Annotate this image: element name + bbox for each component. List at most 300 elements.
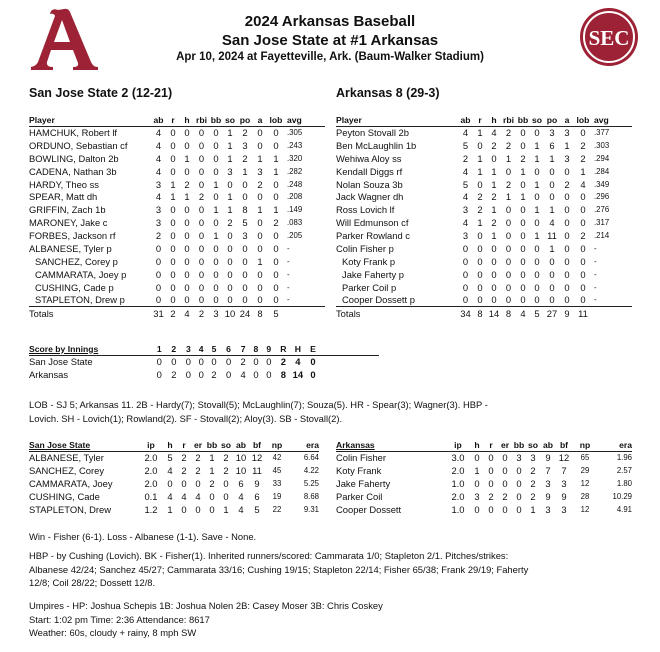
innings-row [29,355,379,368]
batter-ab: 3 [155,178,162,190]
batter-avg: .276 [594,205,610,215]
pitcher-era: 9.31 [303,504,319,514]
batter-avg: .149 [287,205,303,215]
batter-name: ORDUNO, Sebastian cf [29,139,128,151]
batter-rbi: 0 [198,294,205,306]
innings-team: San Jose State [29,356,93,368]
pitching-column-header: np [271,439,283,450]
batter-rbi: 0 [198,165,205,177]
totals-h: 4 [184,307,190,319]
pitcher-bb: 0 [516,477,522,489]
totals-lob: 5 [273,307,279,319]
batter-row [29,190,325,203]
batter-ab: 0 [462,281,469,293]
batter-avg: .214 [594,231,610,241]
batter-name: GRIFFIN, Zach 1b [29,204,106,216]
batter-ab: 0 [155,268,162,280]
batter-ab: 0 [155,281,162,293]
batter-po: 5 [242,217,248,229]
pitcher-so: 0 [223,490,229,502]
batting-column-header: Player [336,114,362,125]
batter-h: 0 [184,268,190,280]
pitching-column-header: ab [235,439,247,450]
batter-po: 4 [549,217,555,229]
batter-bb: 0 [213,165,219,177]
batter-ab: 4 [462,217,469,229]
pitcher-bf: 9 [561,490,567,502]
batter-h: 1 [491,165,497,177]
batter-r: 1 [170,191,176,203]
batter-po: 0 [242,268,248,280]
batter-po: 0 [549,294,555,306]
batter-ab: 3 [155,217,162,229]
batter-avg: .349 [594,179,610,189]
away-batting-table [29,114,325,319]
batter-row [336,190,632,203]
batter-po: 0 [549,178,555,190]
pitcher-r: 2 [488,490,494,502]
batter-bb: 1 [213,230,219,242]
pitching-team-header: Arkansas [336,439,375,450]
pitcher-r: 0 [488,477,494,489]
batter-name: Parker Rowland c [336,230,410,242]
batter-row [336,203,632,216]
batter-r: 0 [477,255,483,267]
pitching-column-header: bf [252,439,262,450]
pitcher-name: Cooper Dossett [336,503,402,515]
batter-row [336,126,632,139]
batter-avg: - [594,295,597,305]
batting-column-header: ab [460,114,471,125]
batting-column-header: Player [29,114,55,125]
weather-line: Weather: 60s, cloudy + rainy, 8 mph SW [29,627,197,638]
batter-so: 1 [534,230,540,242]
batter-so: 2 [227,217,233,229]
batter-name: HAMCHUK, Robert lf [29,127,118,139]
inning-score: 0 [156,356,162,368]
inning-score: 2 [211,368,217,380]
batter-rbi: 1 [505,191,512,203]
batter-row [29,255,325,268]
batter-r: 0 [170,204,176,216]
batter-bb: 0 [213,127,219,139]
away-pitching-table [29,439,319,515]
pitcher-bf: 7 [561,464,567,476]
batter-rbi: 0 [505,230,512,242]
batter-lob: 4 [580,178,586,190]
batter-row [29,139,325,152]
inning-score: 0 [253,368,259,380]
batter-row [29,203,325,216]
pitching-notes [29,549,528,590]
pitcher-so: 2 [223,452,229,464]
inning-score: 0 [266,356,272,368]
pitching-column-header: ip [147,439,155,450]
batter-rbi: 0 [198,217,205,229]
inning-column-header: 1 [156,343,162,354]
umpires-line: Umpires - HP: Joshua Schepis 1B: Joshua Nolen 2B: Casey Moser 3B: Chris Coskey [29,600,383,611]
pitching-column-header: np [579,439,591,450]
batter-bb: 0 [520,294,526,306]
pitcher-era: 8.68 [303,491,319,501]
batter-a: 3 [564,152,570,164]
pitcher-row [29,464,319,477]
batter-r: 0 [170,268,176,280]
pitcher-er: 2 [502,490,508,502]
pitcher-ip: 2.0 [144,477,158,489]
pitcher-np: 12 [580,504,590,514]
batter-so: 1 [227,139,233,151]
pitcher-er: 2 [195,452,201,464]
pitching-column-header: r [489,439,493,450]
pitcher-ip: 2.0 [144,464,158,476]
pitcher-h: 0 [167,477,173,489]
batter-bb: 0 [213,242,219,254]
batter-r: 0 [170,242,176,254]
pitcher-ab: 9 [545,490,551,502]
inning-column-header: 3 [185,343,191,354]
batter-h: 0 [184,204,190,216]
batter-name: Parker Coil p [342,281,397,293]
batter-h: 0 [184,255,190,267]
innings-errors: 0 [310,356,316,368]
batter-bb: 2 [520,152,526,164]
pitcher-h: 1 [474,464,480,476]
batter-h: 0 [491,242,497,254]
batter-rbi: 0 [198,204,205,216]
batter-r: 0 [170,294,176,306]
batter-ab: 3 [462,230,469,242]
pitcher-bf: 3 [561,503,567,515]
batter-ab: 4 [155,165,162,177]
batter-avg: - [594,256,597,266]
pitcher-h: 4 [167,490,173,502]
batter-so: 3 [227,165,233,177]
pitcher-np: 45 [272,465,282,475]
batter-name: Koty Frank p [342,255,396,267]
pitcher-ab: 3 [545,503,551,515]
batter-a: 0 [257,242,263,254]
batter-rbi: 0 [505,268,512,280]
batter-r: 0 [170,127,176,139]
batter-r: 1 [477,127,483,139]
pitcher-ip: 1.2 [144,503,158,515]
batter-lob: 0 [580,127,586,139]
batter-so: 0 [227,255,233,267]
batter-a: 0 [257,191,263,203]
batter-h: 1 [184,152,190,164]
batter-a: 2 [564,178,570,190]
batter-a: 0 [257,281,263,293]
pitcher-er: 0 [502,452,508,464]
batter-bb: 0 [213,217,219,229]
batting-column-header: lob [269,114,283,125]
batter-rbi: 0 [198,242,205,254]
pitcher-era: 4.91 [616,504,632,514]
batter-h: 0 [184,230,190,242]
totals-a: 8 [257,307,263,319]
batter-h: 0 [184,127,190,139]
batter-rbi: 0 [198,127,205,139]
batter-so: 0 [534,255,540,267]
batting-column-header: bb [210,114,222,125]
batter-name: Nolan Souza 3b [336,178,403,190]
batter-avg: - [594,243,597,253]
batter-row [336,139,632,152]
batter-a: 0 [564,255,570,267]
batter-avg: - [287,295,290,305]
pitcher-name: STAPLETON, Drew [29,503,111,515]
batter-a: 0 [564,268,570,280]
batter-name: ALBANESE, Tyler p [29,242,112,254]
pitcher-row [29,451,319,464]
batter-rbi: 0 [198,152,205,164]
batter-a: 3 [257,165,263,177]
batter-bb: 0 [213,255,219,267]
batter-h: 2 [491,139,497,151]
innings-runs: 8 [280,368,286,380]
batter-row [29,229,325,242]
batter-rbi: 0 [505,204,512,216]
batting-column-header: ab [153,114,164,125]
innings-row [29,368,379,381]
batter-a: 0 [564,230,570,242]
pitching-column-header: h [167,439,173,450]
batting-column-header: avg [287,114,302,125]
batting-column-header: a [257,114,263,125]
pitcher-r: 0 [488,464,494,476]
batter-ab: 4 [155,127,162,139]
pitcher-ab: 4 [238,490,244,502]
batter-po: 1 [242,165,248,177]
batter-so: 1 [534,178,540,190]
pitching-column-header: bb [206,439,218,450]
pitcher-bb: 0 [516,490,522,502]
batter-so: 0 [227,268,233,280]
batter-rbi: 0 [198,255,205,267]
batter-lob: 0 [273,255,279,267]
batter-a: 0 [257,268,263,280]
batter-rbi: 0 [505,294,512,306]
pitching-column-header: so [220,439,232,450]
pitcher-bb: 0 [209,490,215,502]
batter-row [336,229,632,242]
pitcher-bb: 0 [516,503,522,515]
pitcher-name: Colin Fisher [336,452,387,464]
totals-avg [592,306,632,319]
pitcher-bf: 3 [561,477,567,489]
pitcher-ab: 10 [235,452,247,464]
pitcher-np: 33 [272,478,282,488]
batter-a: 0 [564,191,570,203]
pitcher-name: CUSHING, Cade [29,490,100,502]
pitcher-r: 0 [488,452,494,464]
batter-bb: 0 [520,217,526,229]
pitcher-er: 0 [195,503,201,515]
batter-ab: 0 [462,294,469,306]
batter-r: 0 [477,178,483,190]
home-batting-table [336,114,632,319]
batter-ab: 4 [462,127,469,139]
pitcher-er: 0 [502,477,508,489]
batter-a: 0 [257,127,263,139]
inning-column-header: 9 [266,343,272,354]
batter-row [29,126,325,139]
pitching-column-header: era [619,439,632,450]
pitching-column-header: ip [454,439,462,450]
pitching-column-header: h [474,439,480,450]
batter-row [336,165,632,178]
pitcher-name: CAMMARATA, Joey [29,477,113,489]
batter-r: 1 [477,217,483,229]
batter-r: 0 [477,139,483,151]
pitcher-era: 10.29 [612,491,632,501]
pitcher-ab: 6 [238,477,244,489]
home-pitching-table [336,439,632,515]
totals-row [336,306,632,319]
date-venue: Apr 10, 2024 at Fayetteville, Ark. (Baum-Walker Stadium) [176,51,484,63]
batter-r: 0 [170,165,176,177]
inning-score: 2 [171,368,177,380]
batter-so: 0 [534,281,540,293]
pitcher-bb: 3 [516,452,522,464]
batter-lob: 0 [273,294,279,306]
batter-r: 1 [477,152,483,164]
inning-column-header: 6 [226,343,231,354]
pitcher-r: 2 [181,452,187,464]
inning-column-header: 8 [253,343,259,354]
pitching-column-header: ab [542,439,554,450]
away-pitching-header-row [29,439,319,451]
batting-column-header: so [531,114,543,125]
batter-avg: .284 [594,166,610,176]
batting-column-header: po [239,114,251,125]
batter-h: 0 [184,294,190,306]
batter-so: 0 [227,230,233,242]
batter-bb: 0 [520,178,526,190]
batting-column-header: lob [576,114,590,125]
batter-rbi: 0 [505,242,512,254]
batter-bb: 0 [213,294,219,306]
batter-lob: 0 [273,178,279,190]
batter-h: 0 [491,268,497,280]
batter-rbi: 0 [505,165,512,177]
batter-a: 1 [257,255,263,267]
away-pitching-body [29,451,319,515]
batter-row [29,152,325,165]
sec-logo-text: SEC [588,26,630,50]
pitching-notes-line: 12/8; Coil 28/22; Dossett 12/8. [29,577,156,588]
totals-h: 14 [488,307,500,319]
batter-rbi: 0 [505,281,512,293]
inning-score: 0 [253,356,259,368]
batter-name: Will Edmunson cf [336,217,409,229]
batter-ab: 4 [155,139,162,151]
totals-rbi: 2 [198,307,205,319]
inning-score: 0 [211,356,217,368]
inning-score: 0 [266,368,272,380]
batter-name: Jake Faherty p [342,268,405,280]
batter-bb: 0 [213,139,219,151]
batter-bb: 0 [520,268,526,280]
batter-so: 0 [534,191,540,203]
batter-avg: - [594,282,597,292]
batter-a: 2 [257,178,263,190]
batter-lob: 2 [580,230,586,242]
batter-row [336,255,632,268]
batter-rbi: 2 [505,127,512,139]
inning-column-header: 7 [240,343,246,354]
pitcher-bb: 0 [516,464,522,476]
batter-po: 2 [242,127,248,139]
batting-column-header: avg [594,114,609,125]
batter-so: 1 [227,152,233,164]
totals-rbi: 8 [505,307,512,319]
batter-row [336,152,632,165]
totals-label: Totals [29,307,54,319]
batter-so: 0 [534,242,540,254]
batter-row [29,165,325,178]
batter-h: 0 [491,152,497,164]
pitcher-so: 1 [530,503,536,515]
batter-po: 0 [242,255,248,267]
pitcher-h: 0 [474,503,480,515]
inning-score: 2 [240,356,246,368]
batter-a: 0 [257,294,263,306]
batter-avg: .294 [594,153,610,163]
batter-lob: 0 [580,191,586,203]
batter-lob: 1 [580,165,586,177]
batter-name: FORBES, Jackson rf [29,230,116,242]
inning-column-header: E [310,343,316,354]
batter-r: 0 [477,230,483,242]
pitcher-era: 1.80 [616,478,632,488]
batter-a: 0 [564,242,570,254]
batter-a: 0 [564,217,570,229]
batter-h: 0 [184,242,190,254]
batter-h: 0 [184,217,190,229]
pitcher-bb: 1 [209,464,215,476]
batter-name: SPEAR, Matt dh [29,191,98,203]
home-batting-body [336,126,632,319]
batter-bb: 0 [213,268,219,280]
batter-row [336,268,632,281]
batter-lob: 0 [580,242,586,254]
batter-row [29,268,325,281]
batter-so: 0 [534,217,540,229]
batter-h: 2 [184,178,190,190]
batter-name: HARDY, Theo ss [29,178,99,190]
home-batting-header-row [336,114,632,126]
pitcher-r: 0 [488,503,494,515]
batter-h: 0 [184,139,190,151]
batter-rbi: 2 [198,191,205,203]
batter-lob: 0 [273,281,279,293]
batter-a: 0 [257,139,263,151]
batter-r: 0 [170,255,176,267]
batter-bb: 0 [520,281,526,293]
pitcher-row [336,490,632,503]
batter-name: SANCHEZ, Corey p [35,255,118,267]
totals-so: 10 [224,307,236,319]
pitching-column-header: bb [513,439,525,450]
pitcher-row [336,477,632,490]
batter-avg: .317 [594,218,610,228]
batter-bb: 0 [520,127,526,139]
batter-h: 0 [184,281,190,293]
batter-lob: 0 [273,139,279,151]
pitcher-so: 2 [223,464,229,476]
